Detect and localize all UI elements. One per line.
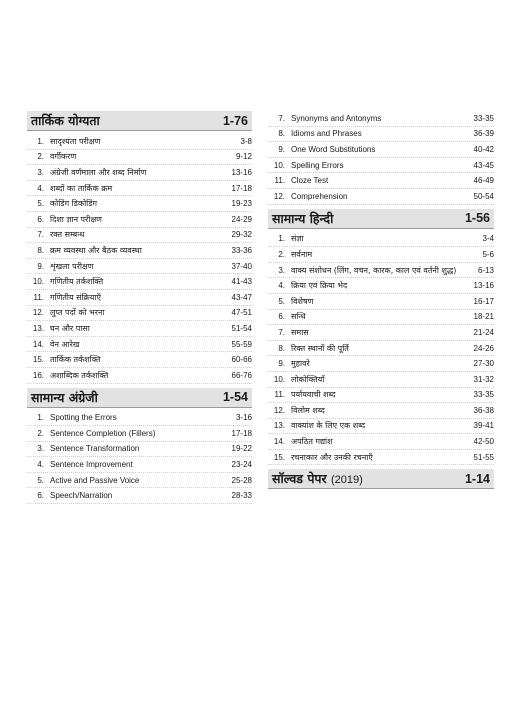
entry-number: 16.	[32, 370, 44, 380]
toc-entry	[27, 290, 252, 306]
entry-title: दिशा ज्ञान परीक्षण	[50, 214, 102, 224]
entry-number: 3.	[37, 444, 44, 454]
entry-page-range: 13-16	[231, 167, 252, 177]
toc-entry	[268, 450, 494, 466]
entry-page-range: 28-33	[231, 491, 252, 501]
entry-page-range: 39-41	[473, 421, 494, 431]
entry-number: 6.	[37, 214, 44, 224]
entry-title: सादृश्यता परीक्षण	[50, 136, 101, 146]
entry-title: शृंखला परीक्षण	[50, 261, 94, 271]
toc-section	[27, 111, 252, 384]
entry-page-range: 37-40	[231, 261, 252, 271]
toc-entry	[27, 352, 252, 368]
entry-number: 9.	[37, 261, 44, 271]
entry-page-range: 33-36	[231, 245, 252, 255]
toc-entry	[27, 321, 252, 337]
entry-title: शब्दों का तार्किक क्रम	[50, 183, 113, 193]
entry-page-range: 6-13	[477, 265, 494, 275]
entry-number: 1.	[37, 136, 44, 146]
entry-number: 3.	[37, 167, 44, 177]
section-title: तार्किक योग्यता	[31, 113, 100, 128]
entry-page-range: 42-50	[473, 437, 494, 447]
toc-entry	[27, 259, 252, 275]
entry-page-range: 36-38	[473, 405, 494, 415]
entry-page-range: 46-49	[473, 176, 494, 186]
toc-entry	[268, 263, 494, 279]
entry-title: वाक्य संशोधन (लिंग, वचन, कारक, काल एवं वर्तनी शुद्ध)	[291, 265, 457, 275]
entry-number: 9.	[278, 144, 285, 154]
entry-number: 6.	[278, 312, 285, 322]
entry-title: क्रम व्यवस्था और बैठक व्यवस्था	[50, 245, 142, 255]
entry-number: 13.	[32, 323, 44, 333]
entry-number: 15.	[273, 452, 285, 462]
entry-page-range: 19-22	[231, 444, 252, 454]
entry-number: 7.	[278, 113, 285, 123]
entry-number: 6.	[37, 491, 44, 501]
toc-section	[27, 388, 252, 505]
solved-paper-year: (2019)	[331, 474, 363, 487]
solved-paper-page-range: 1-14	[464, 471, 490, 486]
entry-page-range: 23-24	[231, 460, 252, 470]
entry-title: Comprehension	[291, 191, 348, 201]
entry-number: 4.	[37, 183, 44, 193]
toc-entry	[27, 337, 252, 353]
section-page-range: 1-76	[222, 113, 248, 128]
entry-title: वर्गीकरण	[50, 152, 77, 162]
entry-page-range: 51-55	[473, 452, 494, 462]
toc-entry	[27, 473, 252, 489]
entry-number: 12.	[273, 405, 285, 415]
entry-page-range: 31-32	[473, 374, 494, 384]
entry-title: वाक्यांश के लिए एक शब्द	[291, 421, 366, 431]
entry-page-range: 43-45	[473, 160, 494, 170]
entry-number: 7.	[37, 230, 44, 240]
entry-number: 14.	[273, 437, 285, 447]
entry-page-range: 47-51	[231, 308, 252, 318]
entry-page-range: 13-16	[473, 281, 494, 291]
hindi-section	[268, 209, 494, 466]
entry-page-range: 55-59	[231, 339, 252, 349]
section-header	[27, 111, 252, 131]
toc-entry	[27, 243, 252, 259]
entry-title: One Word Substitutions	[291, 144, 376, 154]
toc-entry	[268, 111, 494, 127]
entry-number: 12.	[273, 191, 285, 201]
toc-entry	[27, 306, 252, 322]
entry-number: 10.	[32, 277, 44, 287]
toc-entry	[268, 388, 494, 404]
entry-title: सर्वनाम	[291, 249, 313, 259]
entry-page-range: 3-4	[482, 234, 494, 244]
toc-entry	[27, 411, 252, 427]
toc-entry	[268, 127, 494, 143]
entry-number: 5.	[278, 296, 285, 306]
entry-number: 9.	[278, 359, 285, 369]
entry-title: पर्यायवाची शब्द	[291, 390, 336, 400]
section-page-range: 1-56	[464, 211, 490, 226]
entry-number: 5.	[37, 475, 44, 485]
entry-number: 11.	[274, 390, 285, 400]
entry-number: 3.	[278, 265, 285, 275]
entry-number: 10.	[273, 374, 285, 384]
toc-entry	[27, 442, 252, 458]
toc-entry	[268, 403, 494, 419]
entry-page-range: 36-39	[473, 129, 494, 139]
entry-page-range: 50-54	[473, 191, 494, 201]
entry-number: 2.	[37, 152, 44, 162]
entry-page-range: 3-16	[235, 413, 252, 423]
toc-entry	[268, 232, 494, 248]
entry-number: 11.	[274, 176, 285, 186]
entry-page-range: 21-24	[473, 327, 494, 337]
entry-title: विलोम शब्द	[291, 405, 325, 415]
entry-title: Sentence Improvement	[50, 460, 133, 470]
entry-number: 8.	[278, 343, 285, 353]
toc-entry	[268, 325, 494, 341]
toc-entry	[268, 158, 494, 174]
entry-number: 2.	[278, 249, 285, 259]
toc-entry	[268, 294, 494, 310]
toc-entry	[268, 173, 494, 189]
section-title: सामान्य हिन्दी	[272, 210, 334, 226]
entry-page-range: 25-28	[231, 475, 252, 485]
entry-title: गणितीय संक्रियाएँ	[50, 292, 101, 302]
entry-page-range: 24-26	[473, 343, 494, 353]
entry-number: 4.	[37, 460, 44, 470]
entry-title: Speech/Narration	[50, 491, 113, 501]
toc-entry	[27, 181, 252, 197]
entry-number: 1.	[37, 413, 44, 423]
entry-page-range: 33-35	[473, 390, 494, 400]
entry-page-range: 18-21	[473, 312, 494, 322]
entry-title: अंग्रेजी वर्णमाला और शब्द निर्माण	[50, 167, 147, 177]
entry-page-range: 33-35	[473, 113, 494, 123]
entry-page-range: 3-8	[240, 136, 252, 146]
toc-entry	[27, 228, 252, 244]
toc-entry	[27, 368, 252, 384]
entry-page-range: 24-29	[231, 214, 252, 224]
solved-paper-title	[272, 470, 363, 487]
toc-entry	[27, 274, 252, 290]
entry-title: अपठित गद्यांश	[291, 437, 333, 447]
entry-title: Idioms and Phrases	[291, 129, 362, 139]
section-title: सामान्य अंग्रेजी	[31, 389, 98, 405]
entry-number: 15.	[32, 355, 44, 365]
entry-title: अशाब्दिक तर्कशक्ति	[50, 370, 109, 380]
entry-title: वेन आरेख	[50, 339, 80, 349]
english-continued	[268, 111, 494, 205]
entry-title: सन्धि	[291, 312, 306, 322]
entry-page-range: 60-66	[231, 355, 252, 365]
entry-page-range: 29-32	[231, 230, 252, 240]
toc-entry	[27, 196, 252, 212]
toc-entry	[27, 426, 252, 442]
entry-title: रचनाकार और उनकी रचनाएँ	[291, 452, 373, 462]
entry-number: 8.	[278, 129, 285, 139]
entry-title: लोकोक्तियाँ	[291, 374, 325, 384]
entry-number: 7.	[278, 327, 285, 337]
entry-title: गणितीय तर्कशक्ति	[50, 277, 104, 287]
entry-page-range: 40-42	[473, 144, 494, 154]
toc-entry	[27, 457, 252, 473]
solved-paper-header	[268, 469, 494, 489]
entry-title: क्रिया एवं क्रिया भेद	[291, 281, 348, 291]
entry-number: 1.	[278, 234, 285, 244]
toc-entry	[27, 134, 252, 150]
entry-number: 8.	[37, 245, 44, 255]
section-header	[27, 388, 252, 408]
toc-entry	[268, 247, 494, 263]
toc-left-column	[27, 111, 252, 508]
entry-number: 14.	[32, 339, 44, 349]
toc-entry	[27, 165, 252, 181]
entry-title: Sentence Transformation	[50, 444, 140, 454]
toc-right-column	[268, 111, 494, 492]
entry-page-range: 51-54	[231, 323, 252, 333]
entry-title: विशेषण	[291, 296, 314, 306]
toc-entry	[268, 356, 494, 372]
entry-page-range: 27-30	[473, 359, 494, 369]
toc-entry	[268, 434, 494, 450]
toc-entry	[27, 150, 252, 166]
toc-entry	[268, 142, 494, 158]
entry-title: Cloze Test	[291, 176, 329, 186]
entry-title: समास	[291, 327, 309, 337]
toc-entry	[268, 278, 494, 294]
entry-title: Synonyms and Antonyms	[291, 113, 382, 123]
entry-title: रिक्त स्थानों की पूर्ति	[291, 343, 349, 353]
entry-page-range: 41-43	[231, 277, 252, 287]
entry-page-range: 66-76	[231, 370, 252, 380]
entry-title: घन और पासा	[50, 323, 90, 333]
entry-title: संज्ञा	[291, 234, 304, 244]
entry-number: 10.	[273, 160, 285, 170]
toc-entry	[268, 310, 494, 326]
entry-number: 2.	[37, 428, 44, 438]
entry-title: Spelling Errors	[291, 160, 344, 170]
toc-entry	[27, 212, 252, 228]
toc-entry	[268, 341, 494, 357]
section-page-range: 1-54	[222, 390, 248, 404]
section-header	[268, 209, 494, 229]
entry-page-range: 16-17	[473, 296, 494, 306]
solved-paper-label: सॉल्वड पेपर	[272, 471, 327, 487]
entry-page-range: 5-6	[482, 249, 494, 259]
entry-title: कोडिंग डिकोडिंग	[50, 199, 98, 209]
entry-page-range: 17-18	[231, 183, 252, 193]
entry-title: रक्त सम्बन्ध	[50, 230, 85, 240]
entry-title: Sentence Completion (Fillers)	[50, 428, 156, 438]
entry-title: लुप्त पदों को भरना	[50, 308, 105, 318]
entry-page-range: 9-12	[235, 152, 252, 162]
entry-number: 5.	[37, 199, 44, 209]
entry-title: Active and Passive Voice	[50, 475, 140, 485]
entry-title: मुहावरे	[291, 359, 310, 369]
entry-title: तार्किक तर्कशक्ति	[50, 355, 101, 365]
toc-entry	[268, 419, 494, 435]
entry-number: 12.	[32, 308, 44, 318]
entry-number: 11.	[33, 292, 44, 302]
entry-number: 4.	[278, 281, 285, 291]
toc-entry	[268, 189, 494, 205]
entry-page-range: 17-18	[231, 428, 252, 438]
toc-entry	[268, 372, 494, 388]
entry-page-range: 19-23	[231, 199, 252, 209]
entry-title: Spotting the Errors	[50, 413, 117, 423]
entry-page-range: 43-47	[231, 292, 252, 302]
entry-number: 13.	[273, 421, 285, 431]
toc-entry	[27, 488, 252, 504]
